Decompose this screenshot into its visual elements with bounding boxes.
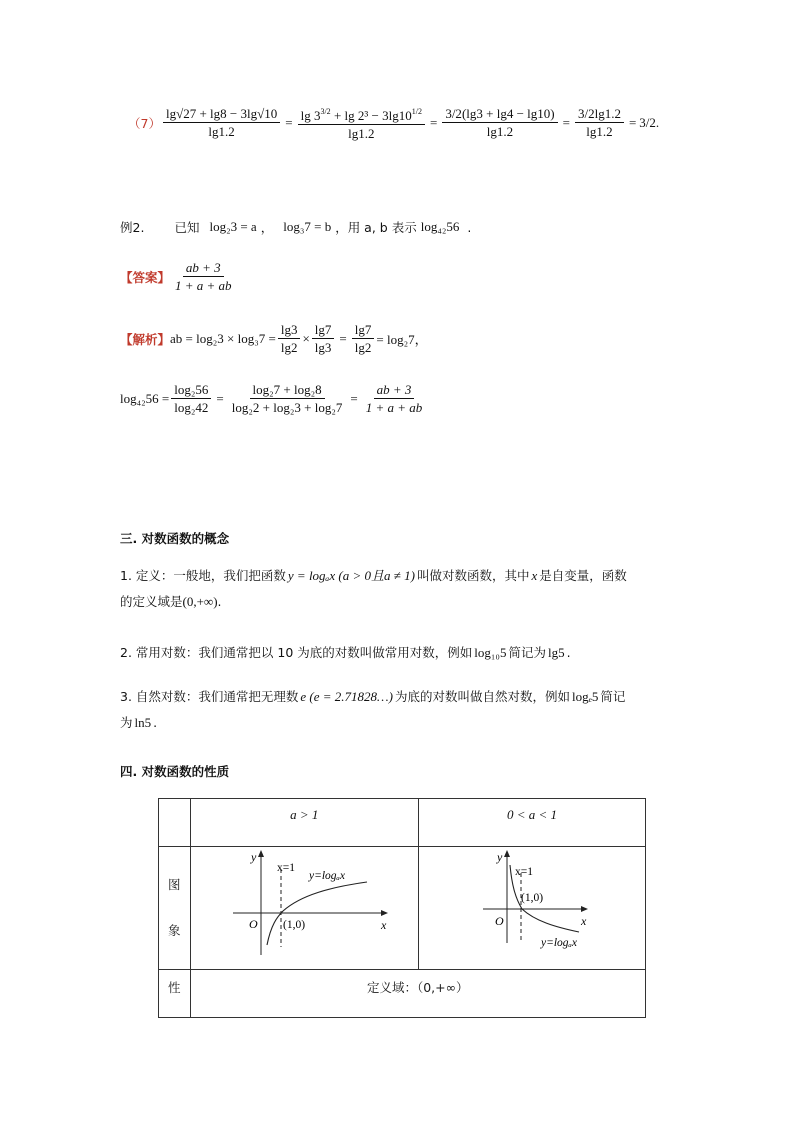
- section3-p3-eq2: logₑ5: [571, 689, 599, 704]
- section3-p2-eq: log₁₀5: [474, 645, 507, 660]
- table-property-row: [159, 970, 646, 1018]
- item7-frac2: [298, 104, 425, 141]
- graph-b-point-label: (1,0): [521, 892, 544, 904]
- section3-p1-eq: y = logₐx (a > 0且a ≠ 1): [287, 568, 415, 583]
- answer-num: ab + 3: [183, 260, 224, 277]
- example2-text1: 已知: [174, 220, 200, 235]
- analysis-frac-b: $\frac{\lg 7}{\lg 3}$: [312, 322, 335, 355]
- example2-text2: ，用 a, b 表示: [335, 220, 417, 235]
- section3-p2-eq2: lg5: [547, 645, 565, 660]
- graph-a-origin: O: [248, 917, 258, 931]
- graph-a-point-label: (1,0): [282, 919, 305, 931]
- answer-frac: [172, 260, 235, 293]
- item7-frac2-num: $\lg 3^{3/2} + \lg 2^3 - 3\lg 10^{1/2}$: [298, 104, 425, 125]
- analysis-rhs: = log₂7，: [376, 332, 428, 347]
- item7-frac1-num: lg√27 + lg8 − 3lg√10: [163, 106, 280, 123]
- analysis-frac-g1: $\frac{\text{log₂56}}{\text{log₂42}}$: [171, 382, 211, 415]
- item7-frac4-den: lg1.2: [586, 124, 613, 139]
- item7-frac1-den: lg1.2: [208, 124, 235, 139]
- graph-b-y-label: y: [497, 850, 503, 864]
- item7-frac3-den: lg1.2: [486, 124, 514, 139]
- analysis-line1: [120, 322, 428, 355]
- item7-frac4-num: 3/2lg1.2: [575, 106, 624, 123]
- graph-b-origin: O: [495, 914, 504, 928]
- item7-equation: （7） $\frac{\lg√27 + \lg 8 - 3\lg√10}{\lg 1.2}$ = $\frac{\lg 3^{3/2} + \lg 2^3 - 3\lg 10^{1/2}}{\lg 1.2}$ = $\frac{3/2(\lg 3 + \lg 4 - \lg 10)}{\lg 1.2}$ = $\frac{3/2\lg 1.2}{\lg 1.2}$ = 3/2 .: [128, 106, 660, 141]
- section3-p1-domain: (0,+∞): [182, 594, 218, 609]
- section3-p2: 2. 常用对数：我们通常把以 10 为底的对数叫做常用对数，例如 log₁₀5 简记为 lg5 .: [120, 640, 571, 666]
- graph-a-cell: [190, 847, 419, 970]
- table-domain-cell: 定义域：（0,+∞）: [190, 970, 646, 1018]
- example2-line: [120, 218, 471, 236]
- section3-p3-eq3: ln5: [134, 715, 152, 730]
- item7-frac3-num: 3/2(lg3 + lg4 − lg10): [442, 106, 557, 123]
- graph-b-x-arrow: [581, 906, 588, 912]
- graph-b-vline-label: x=1: [515, 866, 533, 878]
- graph-a-vline-label: x=1: [276, 862, 295, 874]
- answer-den: 1 + a + ab: [175, 278, 232, 293]
- graph-b: [419, 847, 645, 969]
- item7-frac2-den: lg1.2: [348, 126, 375, 141]
- answer-line: [120, 260, 237, 293]
- item7-end: .: [655, 114, 660, 130]
- analysis-frac-a: $\frac{\lg 3}{\lg 2}$: [278, 322, 301, 355]
- analysis-line2-lhs: log₄₂56 =: [120, 390, 170, 406]
- table-head-a: [190, 799, 419, 847]
- analysis-eq: =: [339, 330, 347, 346]
- item7-frac1: [163, 106, 280, 139]
- graph-b-cell: [419, 847, 646, 970]
- answer-tag: 【答案】: [120, 269, 171, 285]
- analysis-times: ×: [302, 330, 310, 346]
- analysis-frac-g2: $\frac{\text{log₂7 + log₂8}}{\text{log₂2 + log₂3 + log₂7}}$: [231, 382, 343, 415]
- graph-a-y-arrow: [258, 850, 264, 857]
- analysis-frac-g3: $\frac{ab + 3}{1 + a + ab}$: [365, 382, 423, 415]
- section3-p3-eq: e (e = 2.71828…): [300, 689, 393, 704]
- table-corner-cell: [159, 799, 191, 847]
- graph-b-x-label: x: [581, 914, 587, 928]
- section3-p3: 3. 自然对数：我们通常把无理数 e (e = 2.71828…) 为底的对数叫做自然对数，例如 logₑ5 简记 为 ln5 .: [120, 684, 680, 736]
- table-head-a-text: a > 1: [290, 807, 319, 822]
- example2-label: 例2.: [120, 220, 145, 235]
- graph-a-x-label: x: [380, 918, 386, 932]
- graph-b-curve-label: y=logₐx: [541, 937, 578, 949]
- table-head-b: [419, 799, 646, 847]
- table-head-b-text: 0 < a < 1: [506, 807, 558, 822]
- analysis-tag: 【解析】: [120, 331, 171, 347]
- graph-a-x-arrow: [381, 910, 388, 916]
- analysis-frac-c: $\frac{\lg 7}{\lg 2}$: [352, 322, 375, 355]
- graph-a-curve-label: y=logₐx: [308, 870, 345, 882]
- item7-result: 3/2: [639, 114, 656, 130]
- analysis-line2: log₄₂56 = $\frac{\text{log₂56}}{\text{log₂42}}$ = $\frac{\text{log₂7 + log₂8}}{\text{log₂2 + log₂3 + log₂7}}$ = $\frac{ab + 3}{1 + a + ab}$: [120, 382, 427, 415]
- item7-frac3: [442, 106, 557, 139]
- analysis-lhs: ab = log₂3 × log₃7 =: [170, 330, 276, 346]
- graph-a: [191, 847, 417, 969]
- item7-frac4: [575, 106, 624, 139]
- table-property-label: 性: [159, 970, 191, 1018]
- section3-p1: 1. 定义：一般地，我们把函数 y = logₐx (a > 0且a ≠ 1) 叫做对数函数，其中 x 是自变量，函数 的定义域是 (0,+∞) .: [120, 563, 680, 615]
- section3-title: 三. 对数函数的概念: [120, 531, 230, 546]
- graph-a-y-label: y: [250, 850, 256, 864]
- graph-b-y-arrow: [504, 850, 510, 857]
- table-header-row: [159, 799, 646, 847]
- item7-label: （7）: [128, 115, 161, 131]
- example2-eq1: log₂3 = a: [209, 219, 257, 234]
- example2-sep1: ，: [260, 220, 274, 235]
- example2-eq2: log₃7 = b: [283, 219, 332, 234]
- table-graph-label: 图 象: [159, 847, 191, 970]
- example2-end: .: [467, 219, 472, 235]
- table-graph-row: [159, 847, 646, 970]
- example2-eq3: log₄₂56: [420, 219, 460, 234]
- section4-title: 四. 对数函数的性质: [120, 764, 230, 779]
- properties-table: [158, 798, 646, 1018]
